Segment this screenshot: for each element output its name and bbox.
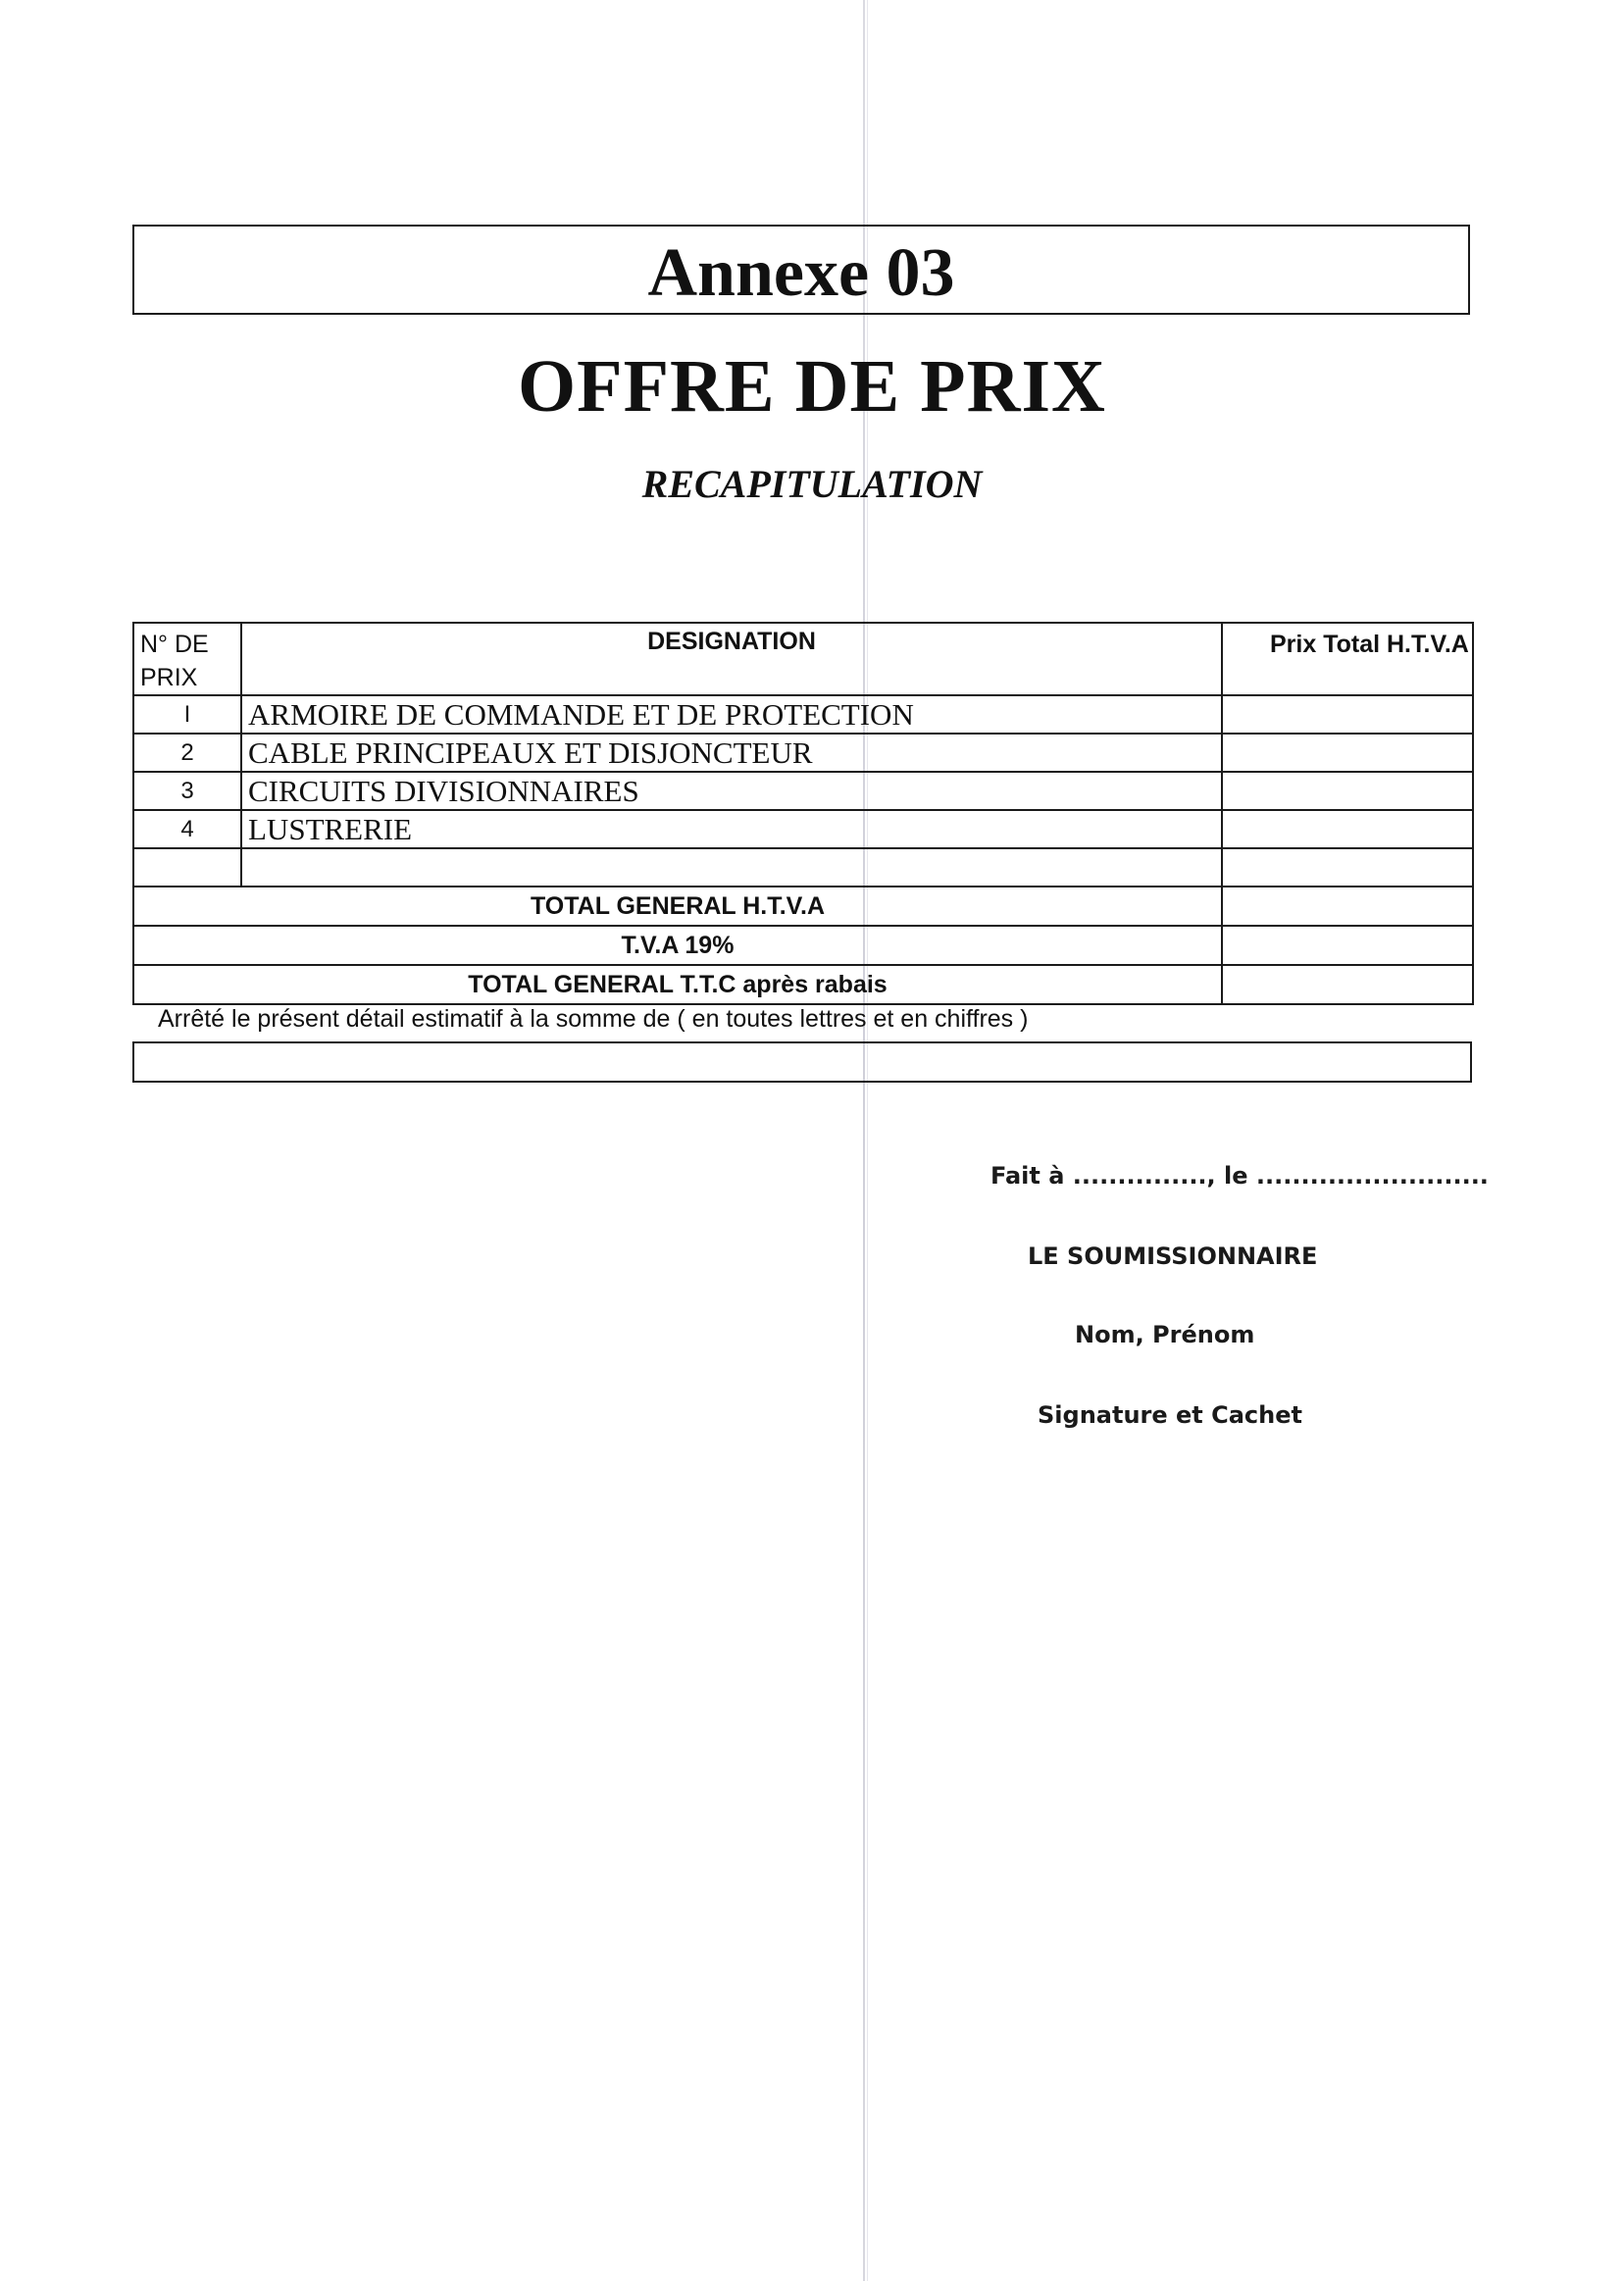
row-number	[133, 848, 241, 887]
total-ttc-label: TOTAL GENERAL T.T.C après rabais	[133, 965, 1222, 1004]
total-row	[133, 926, 1473, 965]
tva-label: T.V.A 19%	[133, 926, 1222, 965]
tva-value[interactable]	[1222, 926, 1473, 965]
scan-line-shadow	[867, 0, 868, 2281]
table-row	[133, 695, 1473, 734]
row-price-cell[interactable]	[1222, 734, 1473, 772]
header-number: N° DE PRIX	[133, 623, 241, 695]
place-date-line: Fait à ..............., le ..........................	[990, 1162, 1489, 1190]
price-offer-table	[132, 622, 1474, 1005]
row-price-cell[interactable]	[1222, 695, 1473, 734]
row-number: 3	[133, 772, 241, 810]
scan-line	[863, 0, 865, 2281]
row-number: 4	[133, 810, 241, 848]
total-ttc-value[interactable]	[1222, 965, 1473, 1004]
annex-title: Annexe 03	[647, 235, 955, 311]
row-designation: CABLE PRINCIPEAUX ET DISJONCTEUR	[241, 734, 1222, 772]
total-ht-value[interactable]	[1222, 887, 1473, 926]
row-number: 2	[133, 734, 241, 772]
signature-label: Signature et Cachet	[1038, 1401, 1302, 1429]
row-price-cell[interactable]	[1222, 848, 1473, 887]
arrete-text: Arrêté le présent détail estimatif à la somme de ( en toutes lettres et en chiffres )	[158, 1005, 1029, 1033]
total-ht-label: TOTAL GENERAL H.T.V.A	[133, 887, 1222, 926]
main-title: OFFRE DE PRIX	[518, 345, 1106, 428]
table-row	[133, 734, 1473, 772]
annex-title-box	[132, 225, 1470, 315]
row-designation	[241, 848, 1222, 887]
header-price: Prix Total H.T.V.A	[1222, 623, 1473, 695]
row-designation: LUSTRERIE	[241, 810, 1222, 848]
row-price-cell[interactable]	[1222, 810, 1473, 848]
table-row	[133, 772, 1473, 810]
name-label: Nom, Prénom	[1075, 1321, 1255, 1348]
table-row-empty	[133, 848, 1473, 887]
table-row	[133, 810, 1473, 848]
row-designation: ARMOIRE DE COMMANDE ET DE PROTECTION	[241, 695, 1222, 734]
header-designation: DESIGNATION	[241, 623, 1222, 695]
total-row	[133, 887, 1473, 926]
row-number: I	[133, 695, 241, 734]
bidder-role: LE SOUMISSIONNAIRE	[1028, 1242, 1318, 1270]
row-price-cell[interactable]	[1222, 772, 1473, 810]
row-designation: CIRCUITS DIVISIONNAIRES	[241, 772, 1222, 810]
subtitle: RECAPITULATION	[641, 462, 983, 506]
amount-in-words-field[interactable]	[132, 1041, 1472, 1083]
table-header-row	[133, 623, 1473, 695]
total-row	[133, 965, 1473, 1004]
